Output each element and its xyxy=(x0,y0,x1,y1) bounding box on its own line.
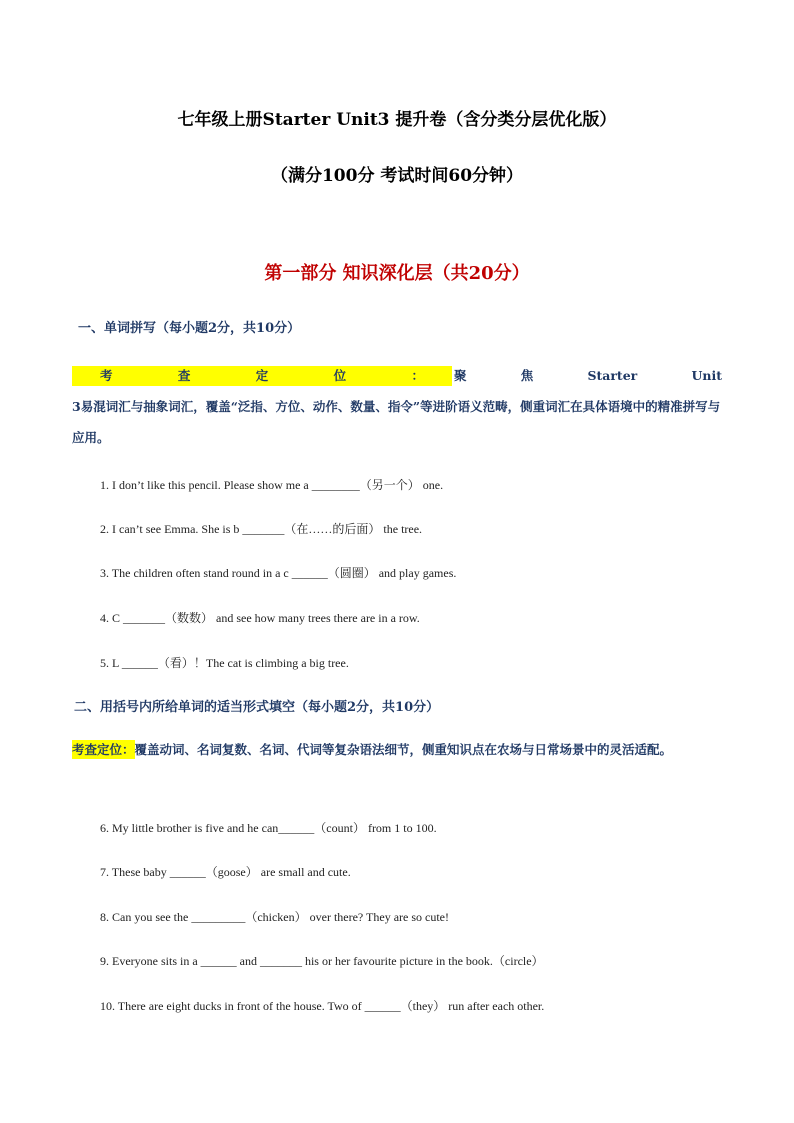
focus-label-highlight xyxy=(72,366,452,386)
section2-focus-label: 考查定位： xyxy=(72,742,135,757)
document-subtitle: （满分100分 考试时间60分钟） xyxy=(270,166,524,186)
question-7: 7. These baby ______（goose） are small and cute. xyxy=(100,865,351,879)
focus-label-char: 位 xyxy=(333,368,347,383)
section2-focus-block xyxy=(72,734,722,765)
focus-word: Starter xyxy=(587,368,638,383)
focus-word: 聚 xyxy=(454,368,467,383)
question-2: 2. I can’t see Emma. She is b _______（在……的后面） the tree. xyxy=(100,522,423,536)
focus-label-char: 定 xyxy=(255,368,269,383)
question-5: 5. L ______（看）！The cat is climbing a big tree. xyxy=(100,656,349,670)
question-10: 10. There are eight ducks in front of the house. Two of ______（they） run after each other. xyxy=(100,999,545,1013)
focus-first-line-rest xyxy=(452,360,722,391)
section1-focus-block xyxy=(72,360,722,453)
question-1: 1. I don’t like this pencil. Please show me a ________（另一个） one. xyxy=(100,478,444,492)
question-3: 3. The children often stand round in a c ______（圆圈） and play games. xyxy=(100,566,457,580)
part-title: 第一部分 知识深化层（共20分） xyxy=(264,263,530,284)
section1-focus-text: 3易混词汇与抽象词汇，覆盖“泛指、方位、动作、数量、指令”等进阶语义范畴，侧重词汇在具体语境中的精准拼写与应用。 xyxy=(72,399,721,445)
question-4: 4. C _______（数数） and see how many trees there are in a row. xyxy=(100,611,420,625)
focus-word: Unit xyxy=(691,368,722,383)
focus-label-char: ： xyxy=(411,368,424,383)
question-6: 6. My little brother is five and he can______（count） from 1 to 100. xyxy=(100,821,437,835)
question-8: 8. Can you see the _________（chicken） over there? They are so cute! xyxy=(100,910,449,924)
section1-heading: 一、单词拼写（每小题2分，共10分） xyxy=(78,321,301,336)
focus-label-char: 查 xyxy=(177,368,191,383)
question-9: 9. Everyone sits in a ______ and _______ his or her favourite picture in the book.（circle） xyxy=(100,954,544,968)
section1-focus-first-line xyxy=(72,360,722,391)
focus-word: 焦 xyxy=(520,368,534,383)
document-title: 七年级上册Starter Unit3 提升卷（含分类分层优化版） xyxy=(177,110,617,130)
focus-label-char: 考 xyxy=(100,368,113,383)
section2-heading: 二、用括号内所给单词的适当形式填空（每小题2分，共10分） xyxy=(74,700,440,715)
section2-focus-text: 覆盖动词、名词复数、名词、代词等复杂语法细节，侧重知识点在农场与日常场景中的灵活适配。 xyxy=(134,742,673,757)
